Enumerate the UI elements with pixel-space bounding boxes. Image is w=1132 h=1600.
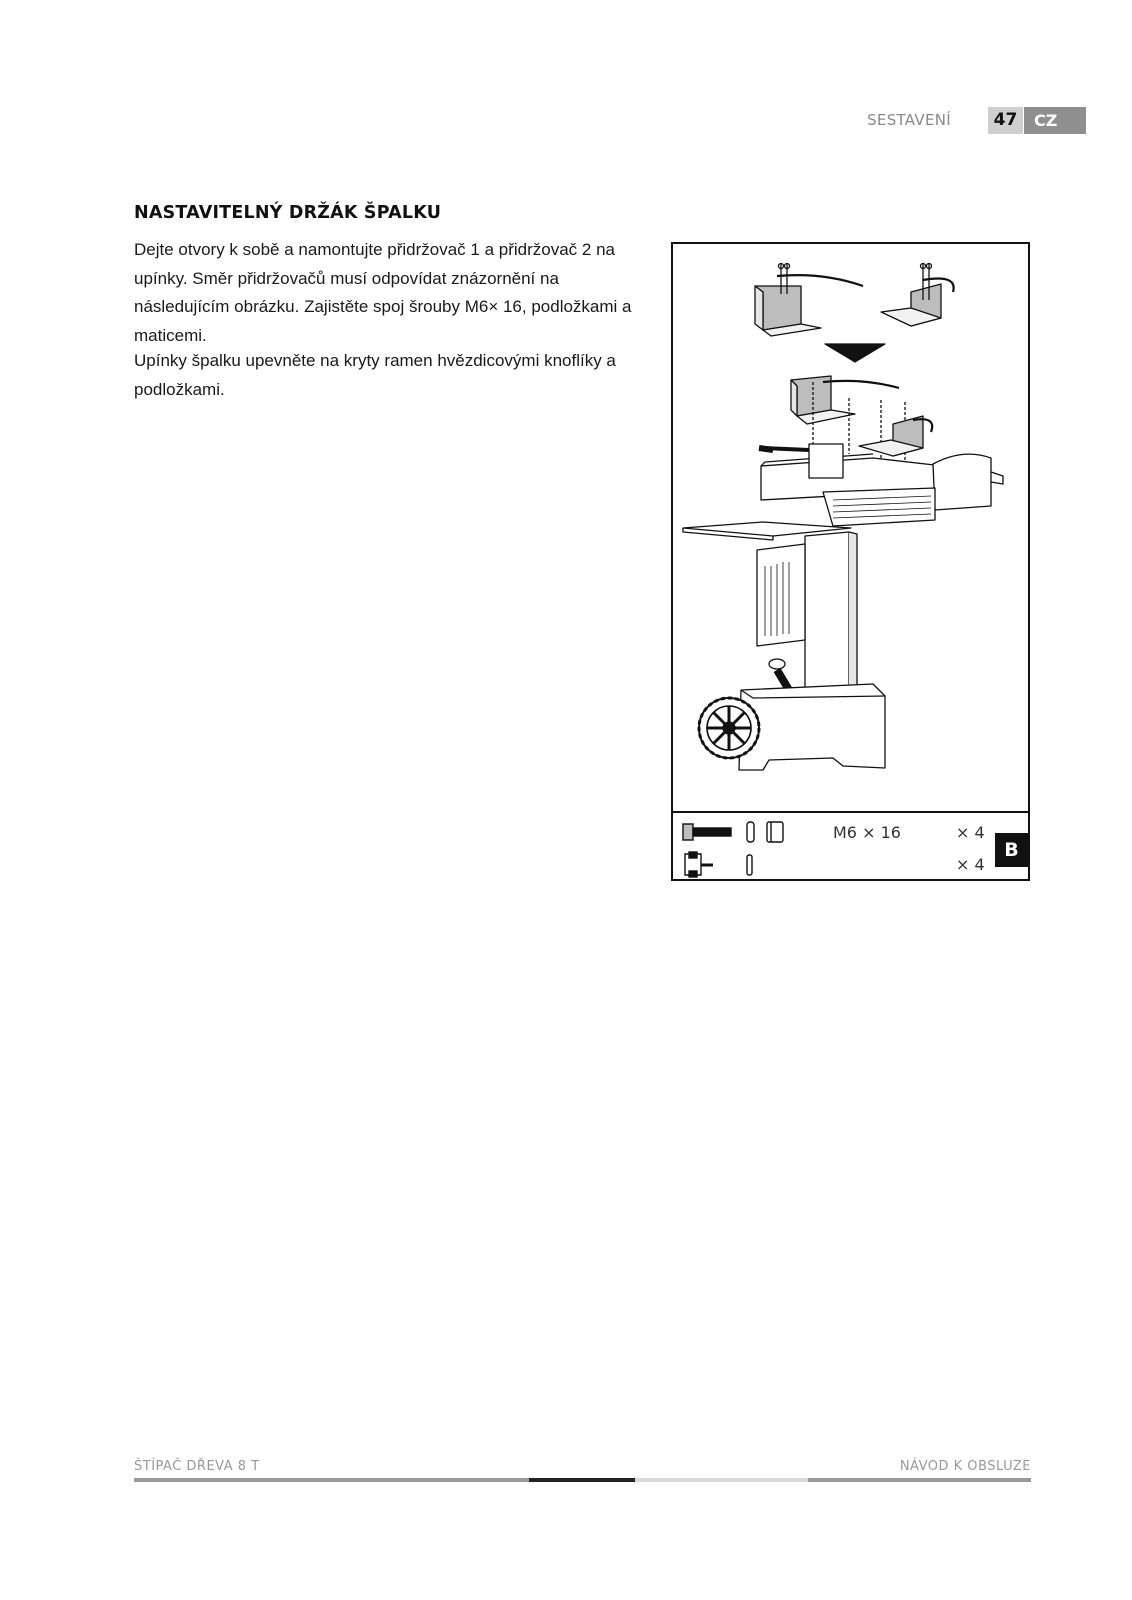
footer-bar-segment-1 bbox=[134, 1478, 529, 1482]
star-knob-washer-icons bbox=[681, 851, 761, 879]
washer-icon bbox=[747, 822, 754, 842]
holder-1-icon bbox=[755, 264, 863, 337]
parts-list bbox=[673, 811, 1028, 881]
arrow-down-icon bbox=[825, 344, 885, 362]
holder-2-icon bbox=[881, 264, 954, 327]
instruction-paragraph-2: Upínky špalku upevněte na kryty ramen hvězdicovými knoflíky a podložkami. bbox=[134, 351, 616, 399]
bolt-icon bbox=[683, 824, 693, 840]
bolt-spec: M6 × 16 bbox=[833, 823, 901, 842]
log-splitter-illustration bbox=[673, 244, 1028, 809]
knob-quantity: × 4 bbox=[956, 855, 985, 874]
assembly-figure bbox=[671, 242, 1030, 881]
bolt-quantity: × 4 bbox=[956, 823, 985, 842]
washer-small-icon bbox=[747, 855, 752, 875]
language-tab: CZ bbox=[1024, 107, 1086, 134]
figure-label-b: B bbox=[995, 833, 1028, 867]
bolt-washer-nut-icons bbox=[681, 819, 791, 845]
instruction-paragraph-1: Dejte otvory k sobě a namontujte přidržovač 1 a přidržovač 2 na upínky. Směr přidržovačů musí odpovídat znázornění na následujícím obrázku. Zajistěte spoj šrouby M6× 16, podložkami a maticemi. bbox=[134, 240, 632, 345]
nut-icon bbox=[767, 822, 783, 842]
section-title: NASTAVITELNÝ DRŽÁK ŠPALKU bbox=[134, 203, 442, 223]
footer-product-name: ŠTÍPAČ DŘEVA 8 T bbox=[134, 1459, 260, 1474]
wheel-icon bbox=[699, 698, 759, 758]
section-label: SESTAVENÍ bbox=[867, 111, 951, 129]
footer-bar-segment-2 bbox=[529, 1478, 635, 1482]
footer-bar-segment-3 bbox=[635, 1478, 808, 1482]
page-number: 47 bbox=[988, 107, 1023, 134]
footer-manual-title: NÁVOD K OBSLUZE bbox=[899, 1459, 1031, 1474]
footer-bar-segment-4 bbox=[808, 1478, 1031, 1482]
